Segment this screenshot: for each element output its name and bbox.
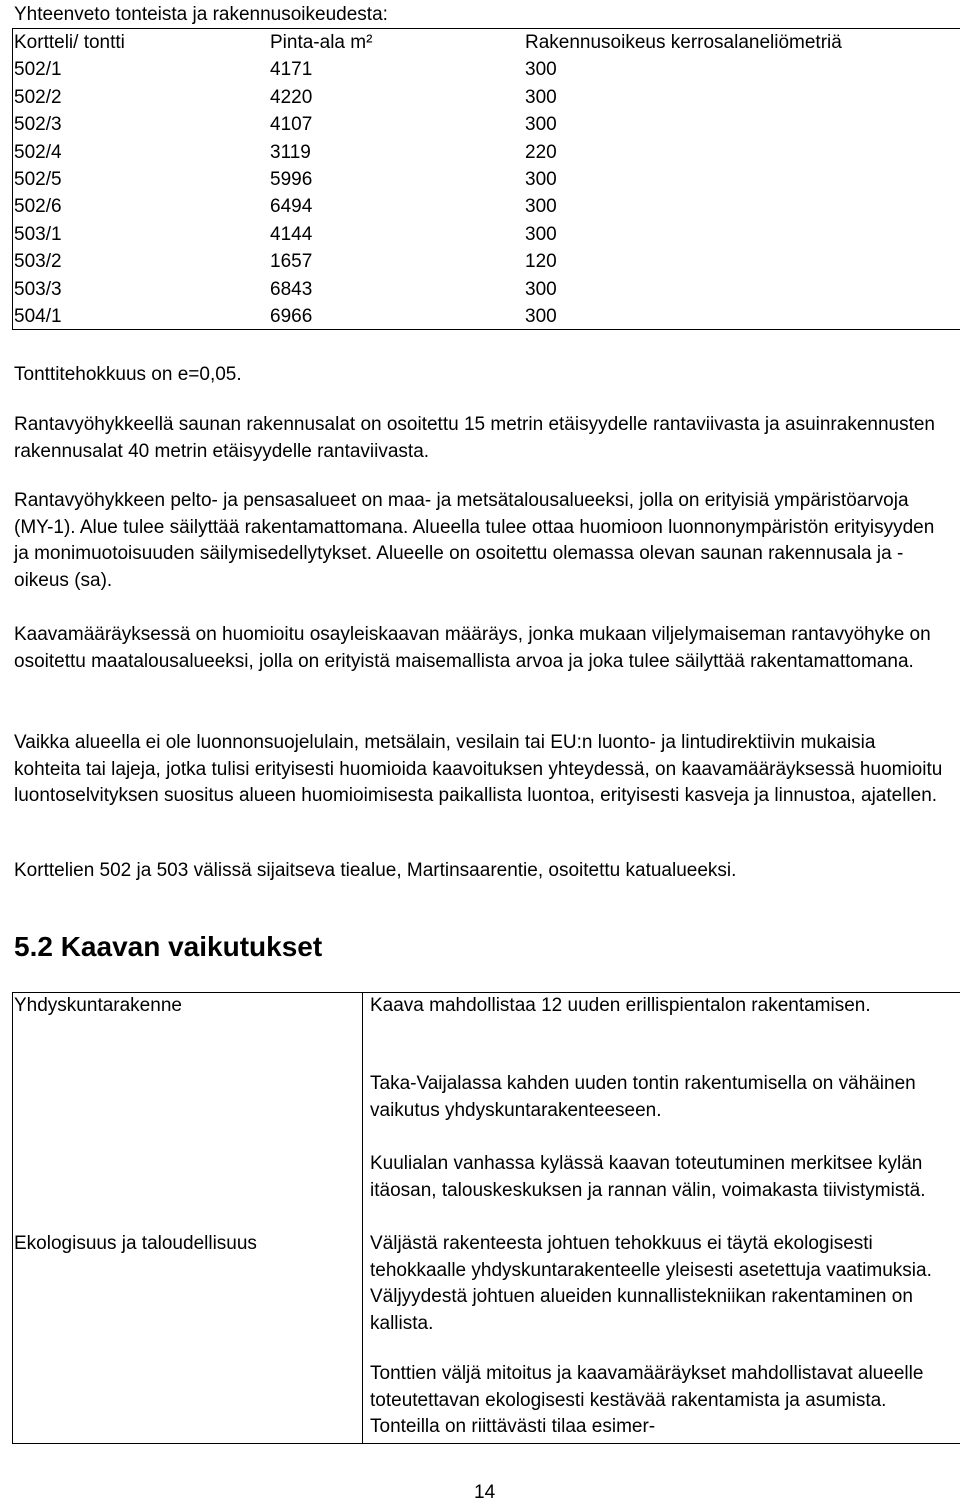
impact-text: Väljästä rakenteesta johtuen tehokkuus ei täytä ekologisesti tehokkaalle yhdyskuntarakenteelle yleisesti asetettuja vaatimuksia. Väljyydestä johtuen alueiden kunnallistekniikan rakentaminen on kallista. (370, 1233, 932, 1334)
lot-table-cell: 502/2 (14, 86, 62, 108)
lot-table-cell: 300 (525, 59, 557, 81)
paragraph-shore-zone-sauna: Rantavyöhykkeellä saunan rakennusalat on osoitettu 15 metrin etäisyydelle rantaviivasta ja asuinrakennusten rakennusalat 40 metrin etäisyydelle rantaviivasta. (14, 414, 935, 462)
lot-table-cell: 502/6 (14, 196, 62, 218)
paragraph-my1-area: Rantavyöhykkeen pelto- ja pensasalueet on maa- ja metsätalousalueeksi, jolla on erityisiä ympäristöarvoja (MY-1). Alue tulee säilyttää rakentamattomana. Alueella tulee ottaa huomioon luonnonympäristön erityisyyden ja monimuotoisuuden säilymisedellytykset. Alueelle on osoitettu olemassa olevan saunan rakennusala ja -oikeus (sa). (14, 490, 935, 591)
lot-table-cell: 300 (525, 168, 557, 190)
lot-table-row (14, 85, 958, 112)
impact-text: Kuulialan vanhassa kylässä kaavan toteutuminen merkitsee kylän itäosan, talouskeskuksen ja rannan välin, voimakasta tiivistymistä. (370, 1153, 926, 1201)
lot-table-header-cell: Kortteli/ tontti (14, 32, 125, 53)
lot-table-row (14, 277, 958, 304)
lot-table-cell: 300 (525, 86, 557, 108)
lot-table-cell: 4220 (270, 86, 313, 108)
lot-table-cell: 503/1 (14, 223, 62, 245)
lot-table-cell: 503/2 (14, 251, 62, 273)
lot-table-cell: 4171 (270, 59, 313, 81)
impact-label-ecology-economy: Ekologisuus ja taloudellisuus (14, 1233, 257, 1254)
lot-table-row (14, 112, 958, 139)
lot-table-cell: 220 (525, 141, 557, 163)
lot-table-row (14, 167, 958, 194)
lot-table-cell: 4144 (270, 223, 313, 245)
lot-table-cell: 300 (525, 196, 557, 218)
lot-table-row (14, 194, 958, 221)
impact-label-community-structure: Yhdyskuntarakenne (14, 995, 182, 1016)
lot-table-row (14, 222, 958, 249)
lot-table-cell: 503/3 (14, 278, 62, 300)
impact-table-divider (362, 992, 363, 1444)
lot-table-cell: 504/1 (14, 305, 62, 327)
lot-table-cell: 4107 (270, 114, 313, 136)
paragraph-road-area: Korttelien 502 ja 503 välissä sijaitseva tiealue, Martinsaarentie, osoitettu katualueeksi. (14, 860, 737, 881)
lot-table-cell: 6966 (270, 305, 313, 327)
lot-table-cell: 120 (525, 251, 557, 273)
lot-table-row (14, 304, 958, 331)
lot-table-row (14, 57, 958, 84)
page-number: 14 (474, 1482, 496, 1503)
lot-table-cell: 502/3 (14, 114, 62, 136)
summary-heading: Yhteenveto tonteista ja rakennusoikeudesta: (14, 4, 388, 25)
lot-table-cell: 300 (525, 114, 557, 136)
lot-table-header-cell: Pinta-ala m² (270, 32, 373, 53)
paragraph-master-plan: Kaavamääräyksessä on huomioitu osayleiskaavan määräys, jonka mukaan viljelymaiseman rantavyöhyke on osoitettu maatalousalueeksi, jolla on erityistä maisemallista arvoa ja joka tulee säilyttää rakentamattomana. (14, 624, 931, 672)
lot-table-cell: 502/5 (14, 168, 62, 190)
lot-table-cell: 3119 (270, 141, 311, 163)
lot-table-row (14, 249, 958, 276)
section-heading: 5.2 Kaavan vaikutukset (14, 931, 323, 962)
lot-table-cell: 6843 (270, 278, 313, 300)
paragraph-plot-efficiency: Tonttitehokkuus on e=0,05. (14, 364, 242, 385)
lot-table-cell: 1657 (270, 251, 313, 273)
lot-table-cell: 502/1 (14, 59, 62, 81)
lot-table-header-cell: Rakennusoikeus kerrosalaneliömetriä (525, 32, 842, 53)
impact-text: Taka-Vaijalassa kahden uuden tontin rakentumisella on vähäinen vaikutus yhdyskuntarakenteeseen. (370, 1073, 916, 1121)
lot-table-header-row (14, 30, 958, 57)
lot-table-cell: 300 (525, 223, 557, 245)
paragraph-nature: Vaikka alueella ei ole luonnonsuojelulain, metsälain, vesilain tai EU:n luonto- ja lintudirektiivin mukaisia kohteita tai lajeja, jotka tulisi erityisesti huomioida kaavoituksen yhteydessä, on kaavamääräyksessä huomioitu luontoselvityksen suositus alueen huomioimisesta paikallista luontoa, erityisesti kasveja ja linnustoa, ajatellen. (14, 732, 943, 806)
impact-text: Kaava mahdollistaa 12 uuden erillispientalon rakentamisen. (370, 995, 871, 1016)
lot-table-cell: 5996 (270, 168, 313, 190)
lot-table-cell: 300 (525, 305, 557, 327)
lot-table-cell: 300 (525, 278, 557, 300)
lot-table (14, 30, 958, 331)
lot-table-cell: 6494 (270, 196, 313, 218)
impact-text: Tonttien väljä mitoitus ja kaavamääräykset mahdollistavat alueelle toteutettavan ekologisesti kestävää rakentamista ja asumista. Tonteilla on riittävästi tilaa esimer- (370, 1363, 924, 1437)
lot-table-row (14, 140, 958, 167)
lot-table-cell: 502/4 (14, 141, 62, 163)
